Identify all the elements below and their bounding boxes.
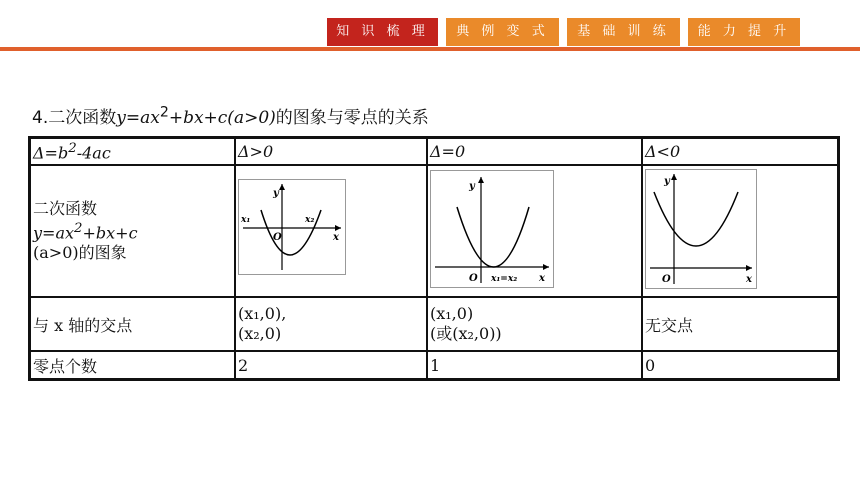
- header-divider: [0, 47, 860, 51]
- cell-delta-negative: Δ<0: [642, 138, 839, 166]
- tab-ability-improvement[interactable]: 能 力 提 升: [688, 18, 800, 46]
- svg-text:y: y: [273, 188, 279, 199]
- table-row-intersections: [30, 297, 839, 351]
- cell-delta-positive: Δ>0: [235, 138, 427, 166]
- table-row-zero-count: [30, 351, 839, 380]
- table-row-graphs: [30, 165, 839, 297]
- svg-text:x: x: [746, 274, 752, 285]
- parabola-one-root-graph: [430, 170, 554, 288]
- cell-zero-count-label: 零点个数: [30, 351, 236, 380]
- cell-zero-count-two: 2: [235, 351, 427, 380]
- tab-basic-training[interactable]: 基 础 训 练: [567, 18, 680, 46]
- svg-text:y: y: [469, 181, 475, 192]
- heading-formula: y=ax: [116, 108, 160, 128]
- svg-text:O: O: [469, 273, 478, 284]
- cell-zero-count-one: 1: [427, 351, 642, 380]
- svg-text:O: O: [273, 232, 282, 243]
- heading-prefix: 4.二次函数: [32, 108, 117, 128]
- cell-discriminant: $\Delta=b^2-4ac$: [30, 138, 236, 166]
- section-heading: [32, 103, 429, 128]
- cell-intersection-two: (x₁,0), (x₂,0): [235, 297, 427, 351]
- svg-text:x: x: [333, 232, 339, 243]
- cell-intersection-label: 与 x 轴的交点: [30, 297, 236, 351]
- cell-intersection-one: (x₁,0) (或(x₂,0)): [427, 297, 642, 351]
- heading-sup: 2: [159, 104, 169, 121]
- table-row-header: [30, 138, 839, 166]
- cell-graph-two-roots: [235, 165, 427, 297]
- svg-text:x: x: [539, 273, 545, 284]
- section-tabs: [327, 18, 800, 46]
- parabola-no-root-graph: [645, 169, 757, 289]
- tab-knowledge-review[interactable]: 知 识 梳 理: [327, 18, 438, 46]
- cell-graph-label: 二次函数 $y=ax^2+bx+c$ (a>0)的图象: [30, 165, 236, 297]
- cell-zero-count-none: 0: [642, 351, 839, 380]
- svg-text:x₂: x₂: [305, 215, 315, 225]
- cell-delta-zero: Δ=0: [427, 138, 642, 166]
- relation-table: [28, 136, 840, 381]
- svg-text:x₁: x₁: [241, 215, 251, 225]
- tab-typical-examples[interactable]: 典 例 变 式: [446, 18, 559, 46]
- heading-formula2: +bx+c(a>0): [168, 108, 276, 128]
- svg-text:O: O: [662, 274, 671, 285]
- cell-graph-one-root: [427, 165, 642, 297]
- cell-graph-no-root: [642, 165, 839, 297]
- cell-intersection-none: 无交点: [642, 297, 839, 351]
- parabola-two-roots-graph: [238, 179, 346, 275]
- svg-text:y: y: [664, 176, 670, 187]
- heading-suffix: 的图象与零点的关系: [275, 108, 429, 128]
- svg-text:x₁=x₂: x₁=x₂: [491, 274, 518, 284]
